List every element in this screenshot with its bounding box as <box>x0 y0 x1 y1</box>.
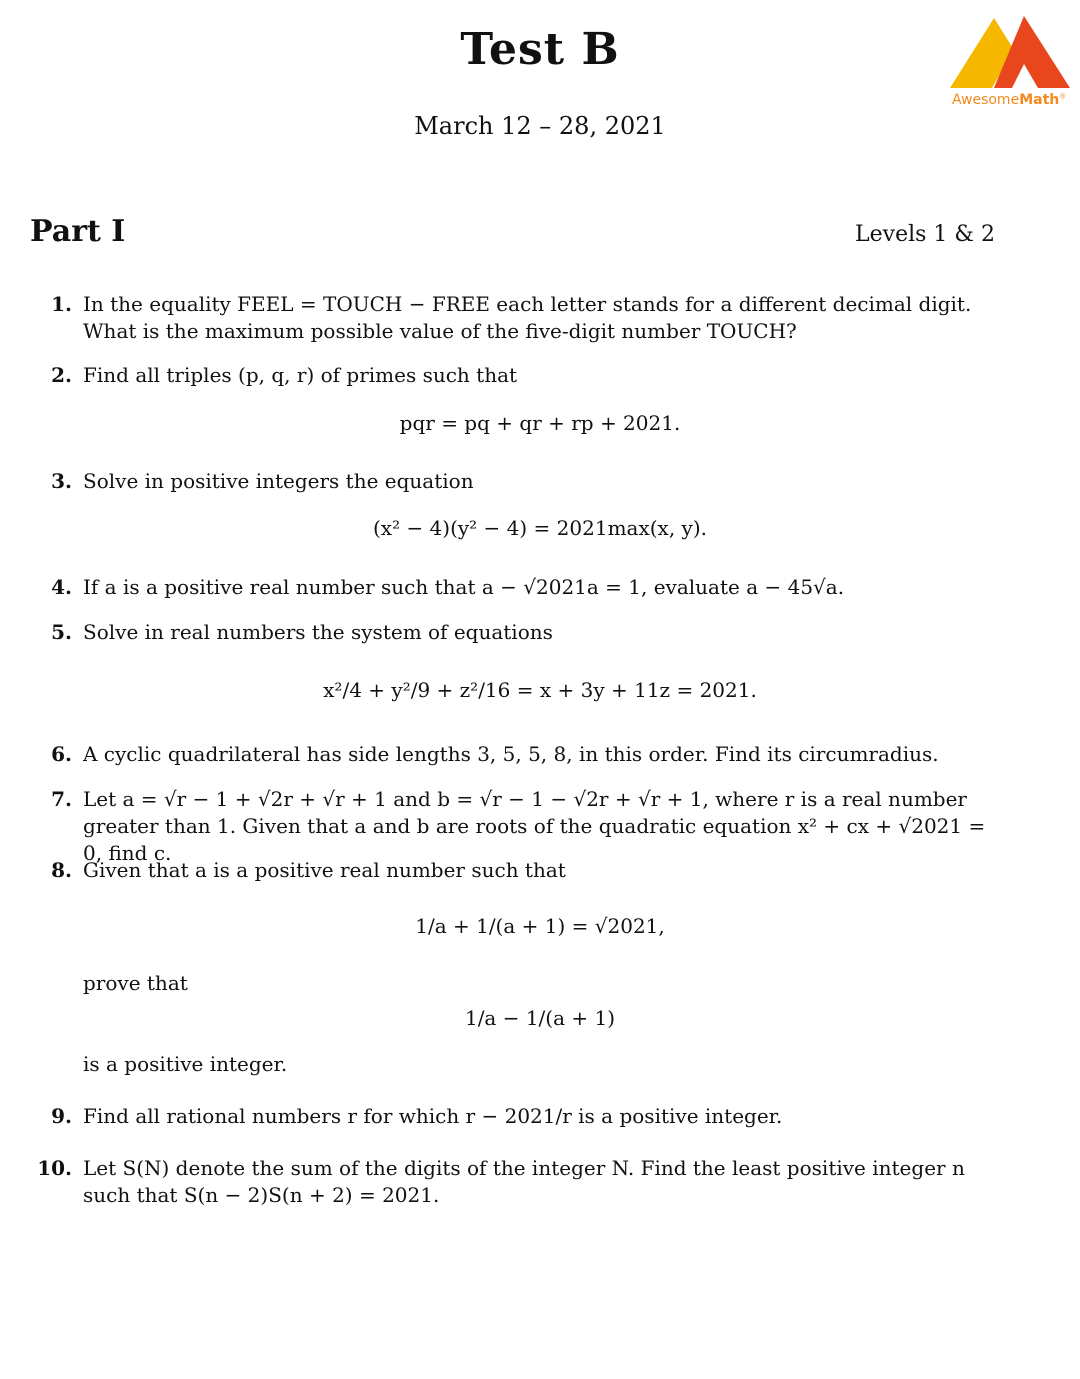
problem-number: 7. <box>51 787 72 811</box>
problem-number: 9. <box>51 1104 72 1128</box>
problem-number: 2. <box>51 363 72 387</box>
problem-5-equation: x²/4 + y²/9 + z²/16 = x + 3y + 11z = 2021. <box>323 678 757 702</box>
problem-text: is a positive integer. <box>83 1052 288 1076</box>
problem-3-equation: (x² − 4)(y² − 4) = 2021max(x, y). <box>372 516 707 540</box>
problem-text: prove that <box>83 971 188 995</box>
problem-number: 8. <box>51 858 72 882</box>
logo-wordmark: AwesomeMath® <box>952 92 1067 108</box>
problem-text: Let a = √r − 1 + √2r + √r + 1 and b = √r − 1 − √2r + √r + 1, where r is a real number greater than 1. Given that a and b are roots of the quadratic equation x² + cx + √2021 = 0, find c. <box>83 787 986 865</box>
problem-number: 6. <box>51 742 72 766</box>
problem-text: If a is a positive real number such that a − √2021a = 1, evaluate a − 45√a. <box>83 575 845 599</box>
test-date: March 12 – 28, 2021 <box>414 112 666 140</box>
problem-text: Find all rational numbers r for which r − 2021/r is a positive integer. <box>83 1104 783 1128</box>
problem-text: Solve in positive integers the equation <box>83 469 474 493</box>
awesomemath-logo <box>946 14 1074 114</box>
problem-text: Find all triples (p, q, r) of primes such that <box>83 363 518 387</box>
problem-8-expression: 1/a − 1/(a + 1) <box>464 1006 616 1030</box>
test-title: Test B <box>460 24 620 75</box>
problem-2-equation: pqr = pq + qr + rp + 2021. <box>399 411 681 435</box>
problem-number: 3. <box>51 469 72 493</box>
problem-number: 10. <box>37 1156 72 1180</box>
problem-number: 1. <box>51 292 72 316</box>
problem-number: 5. <box>51 620 72 644</box>
problem-text: Given that a is a positive real number such that <box>83 858 566 882</box>
problem-text: In the equality FEEL = TOUCH − FREE each letter stands for a different decimal digit. What is the maximum possible value of the five-digit number TOUCH? <box>83 292 972 343</box>
problem-text: Solve in real numbers the system of equations <box>83 620 553 644</box>
logo-triangle-icon <box>946 14 1074 94</box>
problem-text: Let S(N) denote the sum of the digits of the integer N. Find the least positive integer n such that S(n − 2)S(n + 2) = 2021. <box>83 1156 965 1207</box>
problem-number: 4. <box>51 575 72 599</box>
problem-text: A cyclic quadrilateral has side lengths 3, 5, 5, 8, in this order. Find its circumradius. <box>83 742 939 766</box>
levels-label: Levels 1 & 2 <box>855 222 995 247</box>
problem-8-equation: 1/a + 1/(a + 1) = √2021, <box>415 914 665 938</box>
part-heading: Part I <box>30 214 126 249</box>
